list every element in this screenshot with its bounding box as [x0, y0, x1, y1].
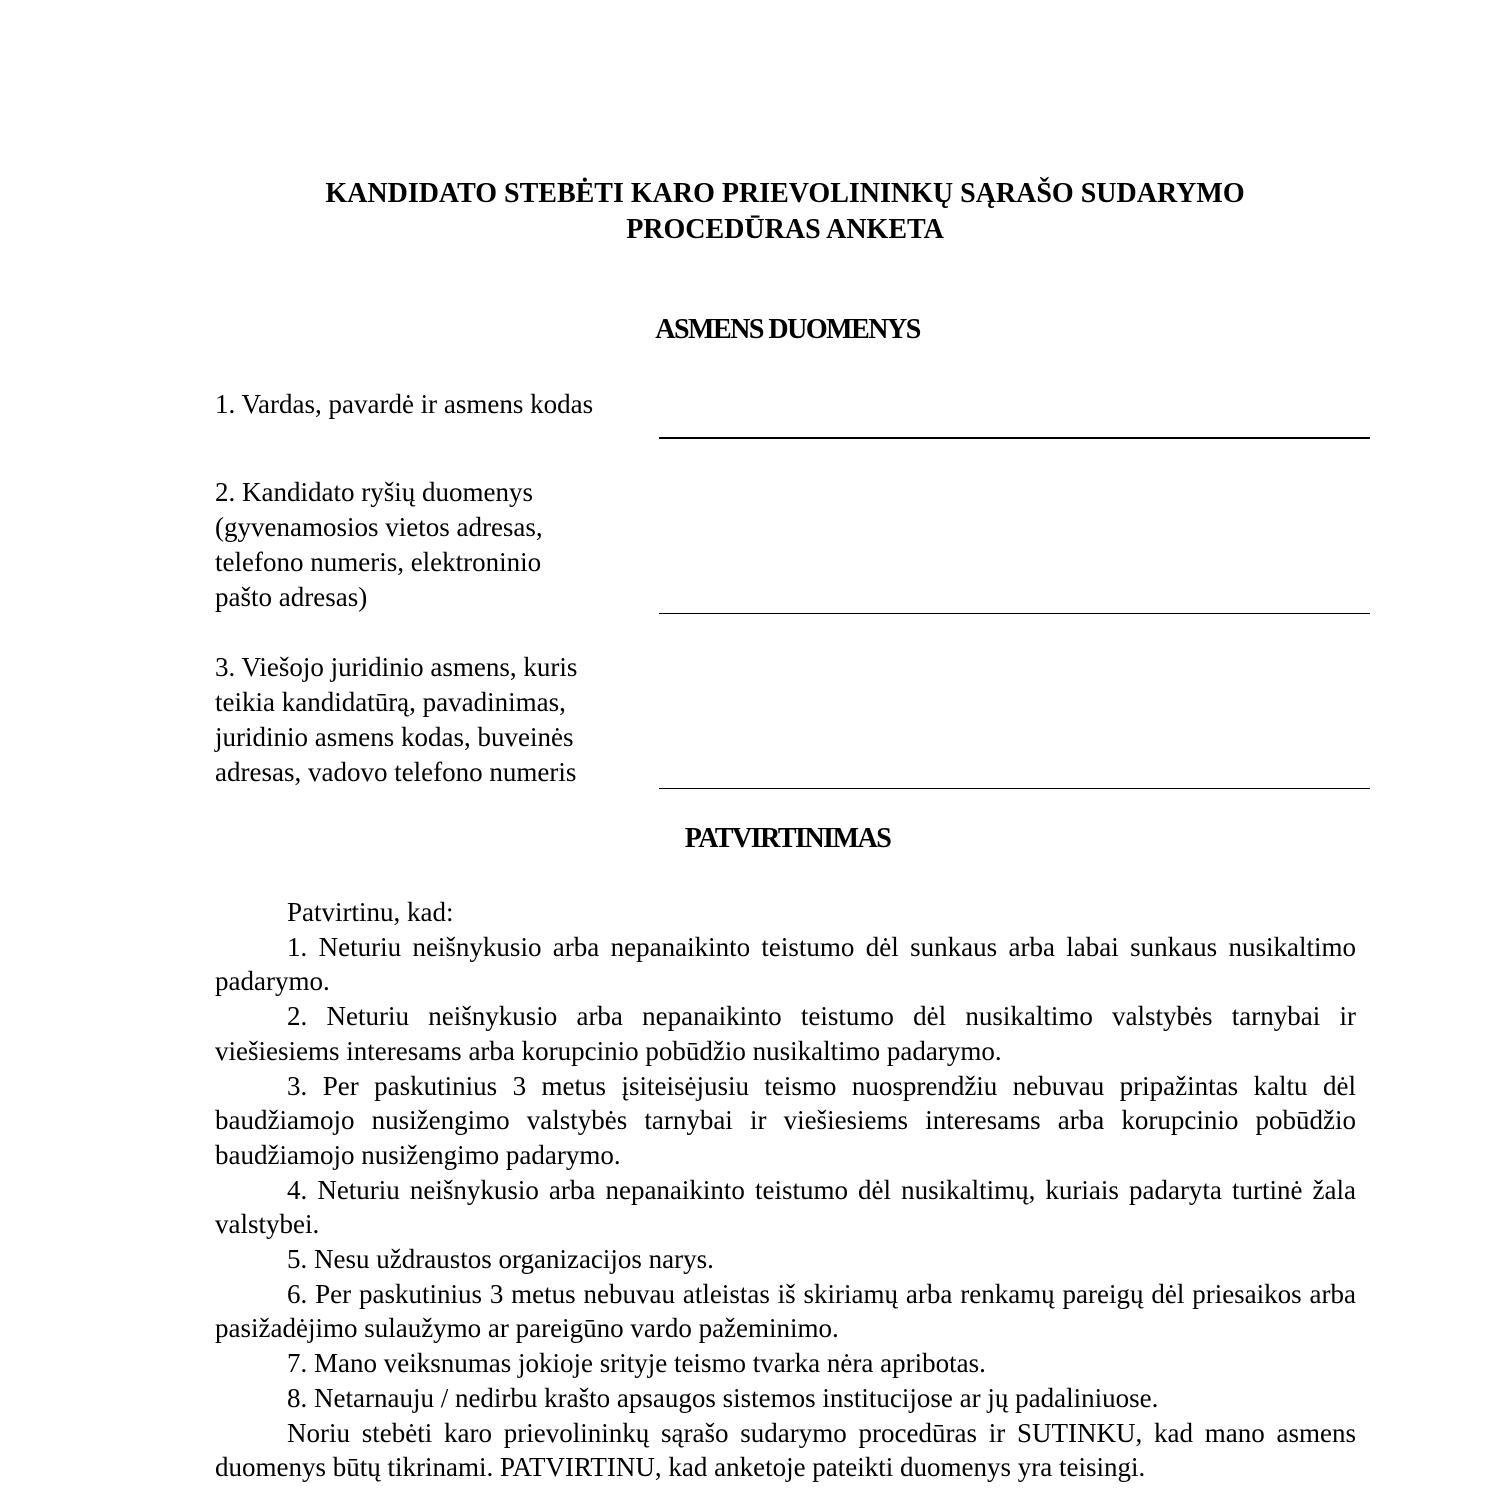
- field-line-entity[interactable]: [659, 788, 1370, 789]
- field-label-name: 1. Vardas, pavardė ir asmens kodas: [215, 389, 594, 419]
- paragraph-item-5: 5. Nesu uždraustos organizacijos narys.: [287, 1244, 714, 1275]
- document-title: [0, 176, 1500, 248]
- paragraph-item-8: 8. Netarnauju / nedirbu krašto apsaugos sistemos institucijose ar jų padaliniuose.: [287, 1382, 1159, 1413]
- field-label-contacts: 2. Kandidato ryšių duomenys (gyvenamosios vietos adresas, telefono numeris, elektroninio pašto adresas): [215, 477, 543, 612]
- field-line-contacts[interactable]: [659, 613, 1370, 614]
- paragraph-item-7: 7. Mano veiksnumas jokioje srityje teismo tvarka nėra apribotas.: [287, 1348, 986, 1379]
- section-heading-personal-data: ASMENS DUOMENYS: [655, 314, 920, 345]
- field-line-name[interactable]: [659, 437, 1370, 439]
- paragraph-item-1: 1. Neturiu neišnykusio arba nepanaikinto teistumo dėl sunkaus arba labai sunkaus nusikaltimo padarymo.: [215, 931, 1356, 997]
- paragraph-item-6: 6. Per paskutinius 3 metus nebuvau atleistas iš skiriamų arba renkamų pareigų dėl priesaikos arba pasižadėjimo sulaužymo ar pareigūno vardo pažeminimo.: [215, 1278, 1356, 1344]
- paragraph-consent: Noriu stebėti karo prievolininkų sąrašo sudarymo procedūras ir SUTINKU, kad mano asmens duomenys būtų tikrinami. PATVIRTINU, kad anketoje pateikti duomenys yra teisingi.: [215, 1417, 1356, 1483]
- confirmation-body: [215, 895, 1356, 1485]
- paragraph-intro: Patvirtinu, kad:: [287, 897, 454, 927]
- field-label-entity: 3. Viešojo juridinio asmens, kuris teikia kandidatūrą, pavadinimas, juridinio asmens kodas, buveinės adresas, vadovo telefono numeris: [215, 652, 578, 787]
- title-line-1: KANDIDATO STEBĖTI KARO PRIEVOLININKŲ SĄRAŠO SUDARYMO: [325, 178, 1245, 209]
- title-line-2: PROCEDŪRAS ANKETA: [626, 214, 944, 245]
- paragraph-item-4: 4. Neturiu neišnykusio arba nepanaikinto teistumo dėl nusikaltimų, kuriais padaryta turtinė žala valstybei.: [215, 1174, 1356, 1240]
- paragraph-item-2: 2. Neturiu neišnykusio arba nepanaikinto teistumo dėl nusikaltimo valstybės tarnybai ir viešiesiems interesams arba korupcinio pobūdžio nusikaltimo padarymo.: [215, 1001, 1356, 1066]
- paragraph-item-3: 3. Per paskutinius 3 metus įsiteisėjusiu teismo nuosprendžiu nebuvau pripažintas kaltu dėl baudžiamojo nusižengimo valstybės tarnybai ir viešiesiems interesams arba korupcinio pobūdžio baudžiamojo nusižengimo padarymo.: [215, 1070, 1356, 1170]
- section-heading-confirmation: PATVIRTINIMAS: [684, 823, 891, 854]
